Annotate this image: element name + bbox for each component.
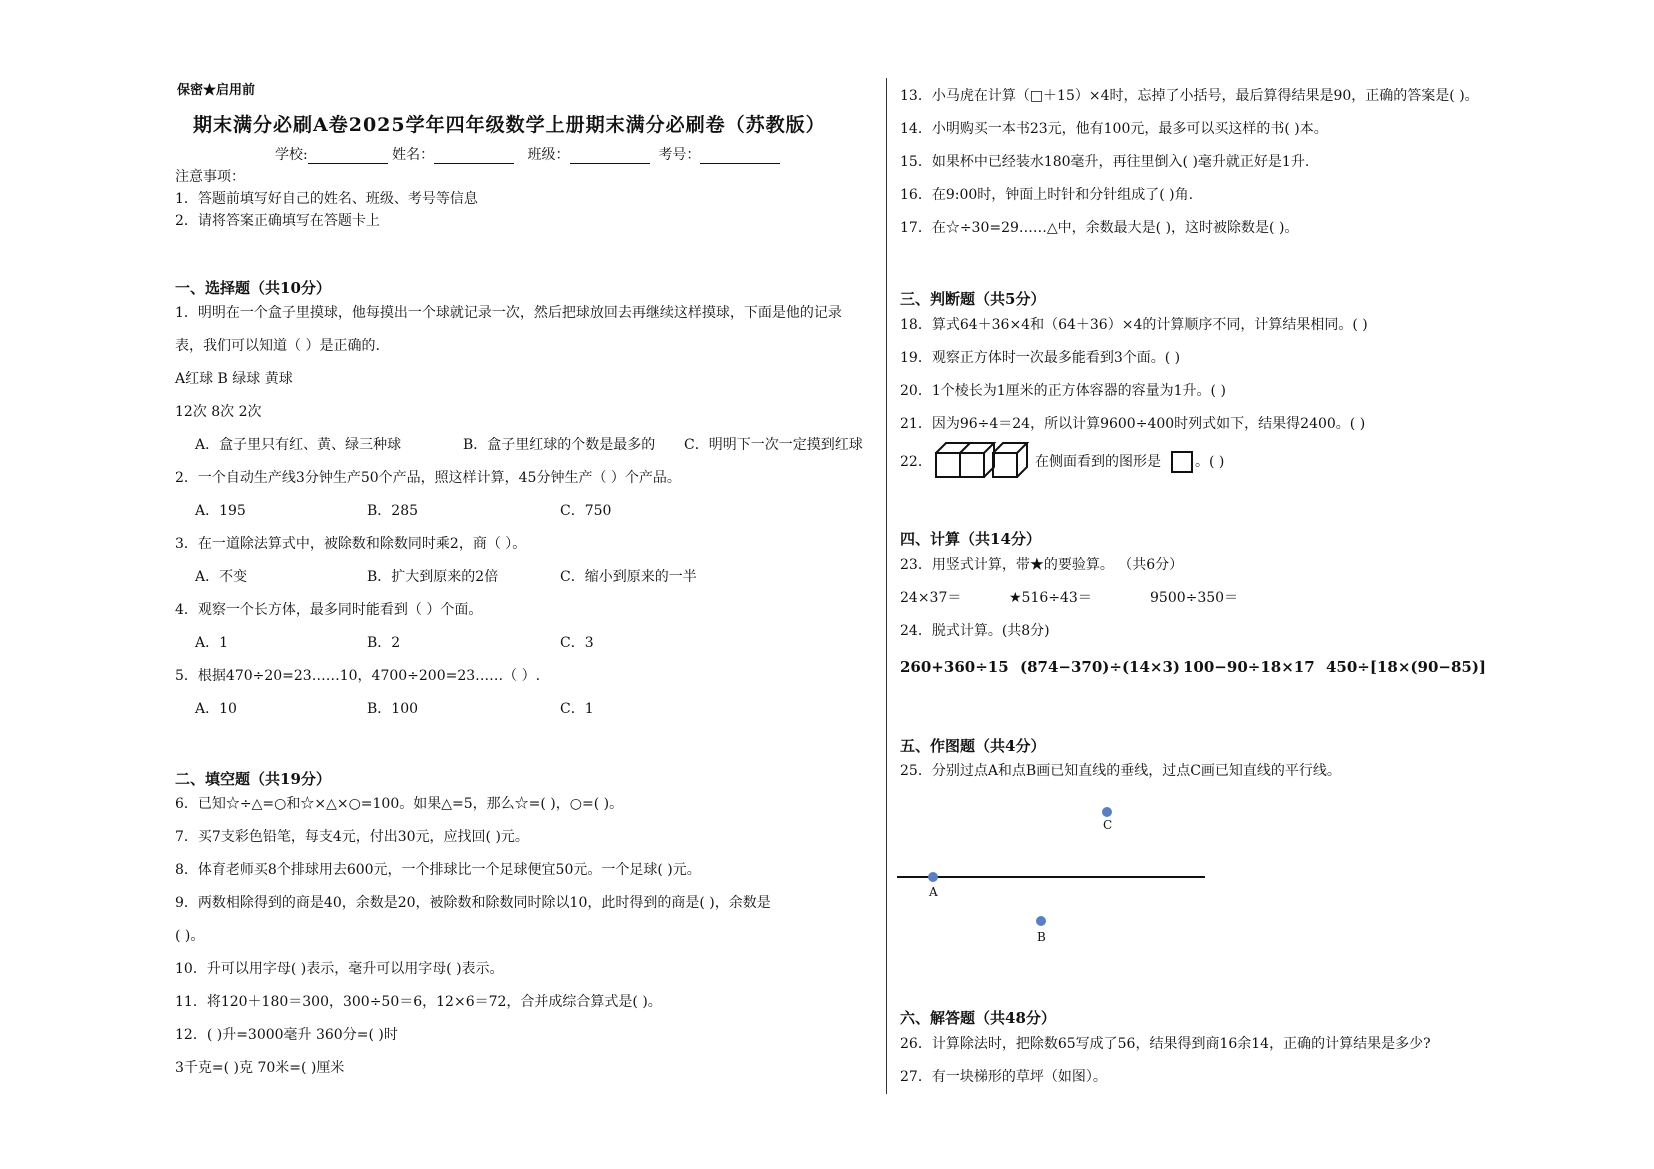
q1-table-row1: A红球 B 绿球 黄球 (175, 371, 293, 387)
notes-title: 注意事项： (175, 169, 245, 185)
q24-item: (874−370)÷(14×3) (1020, 658, 1181, 676)
q1-table-row2: 12次 8次 2次 (175, 404, 262, 420)
point-c (1102, 807, 1112, 817)
note-item: 2．请将答案正确填写在答题卡上 (175, 213, 380, 229)
exam-no-label: 考号： (658, 147, 701, 163)
q5-option-a[interactable]: A．10 (195, 701, 237, 717)
q22-text: 在侧面看到的图形是 (1035, 454, 1161, 470)
q23-item: ★516÷43＝ (1009, 590, 1092, 606)
section4-heading: 四、计算（共14分） (900, 530, 1041, 548)
q4-option-a[interactable]: A．1 (195, 635, 229, 651)
q23-item: 9500÷350＝ (1150, 590, 1239, 606)
class-label: 班级： (527, 147, 570, 163)
school-label: 学校: (275, 147, 308, 163)
q23-item: 24×37＝ (900, 590, 962, 606)
q22-prefix: 22． (900, 454, 932, 470)
q24-item: 260+360÷15 (900, 658, 1009, 676)
class-blank[interactable] (570, 149, 650, 164)
q12-line1: 12．( )升=3000毫升 360分=( )时 (175, 1027, 398, 1043)
q27: 27．有一块梯形的草坪（如图）。 (900, 1069, 1107, 1085)
q2-option-b[interactable]: B．285 (367, 503, 419, 519)
q24: 24．脱式计算。(共8分) (900, 623, 1050, 639)
q25: 25．分别过点A和点B画已知直线的垂线，过点C画已知直线的平行线。 (900, 763, 1341, 779)
point-b-label: B (1037, 930, 1046, 944)
note-item: 1．答题前填写好自己的姓名、班级、考号等信息 (175, 191, 478, 207)
name-label: 姓名： (392, 147, 435, 163)
section1-heading: 一、选择题（共10分） (175, 279, 331, 297)
q11: 11．将120＋180＝300，300÷50＝6，12×6＝72，合并成综合算式是( )。 (175, 994, 662, 1010)
q12-line2: 3千克=( )克 70米=( )厘米 (175, 1060, 345, 1076)
q5-stem: 5．根据470÷20=23……10，4700÷200=23……（ ）. (175, 668, 541, 684)
page-title: 期末满分必刷A卷2025学年四年级数学上册期末满分必刷卷（苏教版） (193, 114, 826, 136)
q3-option-c[interactable]: C．缩小到原来的一半 (560, 569, 697, 585)
section2-heading: 二、填空题（共19分） (175, 770, 331, 788)
student-info-fields (275, 146, 780, 164)
q7: 7．买7支彩色铅笔，每支4元，付出30元，应找回( )元。 (175, 829, 529, 845)
q13: 13．小马虎在计算（□＋15）×4时，忘掉了小括号，最后算得结果是90，正确的答案是( )。 (900, 88, 1479, 104)
point-b (1036, 916, 1046, 926)
q1-stem-line2: 表，我们可以知道（ ）是正确的. (175, 338, 380, 354)
column-divider (886, 78, 887, 1094)
q8: 8．体育老师买8个排球用去600元，一个排球比一个足球便宜50元。一个足球( )元。 (175, 862, 701, 878)
q3-option-a[interactable]: A．不变 (195, 569, 248, 585)
q1-stem-line1: 1．明明在一个盒子里摸球，他每摸出一个球就记录一次，然后把球放回去再继续这样摸球，下面是他的记录 (175, 305, 842, 321)
q20: 20．1个棱长为1厘米的正方体容器的容量为1升。( ) (900, 383, 1226, 399)
q22-cube-figure (935, 441, 1035, 479)
q1-option-b[interactable]: B．盒子里红球的个数是最多的 (463, 437, 656, 453)
point-a-label: A (929, 885, 938, 899)
q4-option-c[interactable]: C．3 (560, 635, 594, 651)
q22-square-icon (1171, 451, 1193, 473)
exam-no-blank[interactable] (700, 149, 780, 164)
q2-option-c[interactable]: C．750 (560, 503, 612, 519)
q6: 6．已知☆÷△=○和☆×△×○=100。如果△=5，那么☆=( )，○=( )。 (175, 796, 624, 812)
section6-heading: 六、解答题（共48分） (900, 1009, 1056, 1027)
q5-option-b[interactable]: B．100 (367, 701, 419, 717)
q9-line1: 9．两数相除得到的商是40，余数是20，被除数和除数同时除以10，此时得到的商是( )，余数是 (175, 895, 771, 911)
q3-option-b[interactable]: B．扩大到原来的2倍 (367, 569, 499, 585)
school-blank[interactable] (308, 149, 388, 164)
name-blank[interactable] (434, 149, 514, 164)
confidential-label: 保密★启用前 (177, 83, 256, 98)
point-a (928, 872, 938, 882)
q1-option-a[interactable]: A．盒子里只有红、黄、绿三种球 (195, 437, 402, 453)
q10: 10．升可以用字母( )表示，毫升可以用字母( )表示。 (175, 961, 504, 977)
q2-option-a[interactable]: A．195 (195, 503, 246, 519)
q3-stem: 3．在一道除法算式中，被除数和除数同时乘2，商（ ）。 (175, 536, 527, 552)
q15: 15．如果杯中已经装水180毫升，再往里倒入( )毫升就正好是1升. (900, 154, 1310, 170)
q4-stem: 4．观察一个长方体，最多同时能看到（ ）个面。 (175, 602, 483, 618)
section3-heading: 三、判断题（共5分） (900, 290, 1046, 308)
q16: 16．在9:00时，钟面上时针和分针组成了( )角. (900, 187, 1194, 203)
q21: 21．因为96÷4＝24，所以计算9600÷400时列式如下，结果得2400。( ) (900, 416, 1366, 432)
q22-suffix: 。( ) (1195, 454, 1225, 470)
q18: 18．算式64＋36×4和（64＋36）×4的计算顺序不同，计算结果相同。( ) (900, 317, 1368, 333)
q1-option-c[interactable]: C．明明下一次一定摸到红球 (684, 437, 863, 453)
q19: 19．观察正方体时一次最多能看到3个面。( ) (900, 350, 1181, 366)
q4-option-b[interactable]: B．2 (367, 635, 401, 651)
point-c-label: C (1103, 818, 1113, 832)
section5-heading: 五、作图题（共4分） (900, 737, 1046, 755)
q23: 23．用竖式计算，带★的要验算。 （共6分） (900, 557, 1184, 573)
q25-diagram (895, 800, 1215, 950)
q14: 14．小明购买一本书23元，他有100元，最多可以买这样的书( )本。 (900, 121, 1328, 137)
q26: 26．计算除法时，把除数65写成了56，结果得到商16余14，正确的计算结果是多少? (900, 1036, 1431, 1052)
q24-item: 450÷[18×(90−85)] (1326, 658, 1487, 676)
q24-item: 100−90÷18×17 (1183, 658, 1315, 676)
q5-option-c[interactable]: C．1 (560, 701, 594, 717)
q2-stem: 2．一个自动生产线3分钟生产50个产品，照这样计算，45分钟生产（ ）个产品。 (175, 470, 681, 486)
q9-line2: ( )。 (175, 928, 205, 944)
q17: 17．在☆÷30=29……△中，余数最大是( )，这时被除数是( )。 (900, 220, 1299, 236)
